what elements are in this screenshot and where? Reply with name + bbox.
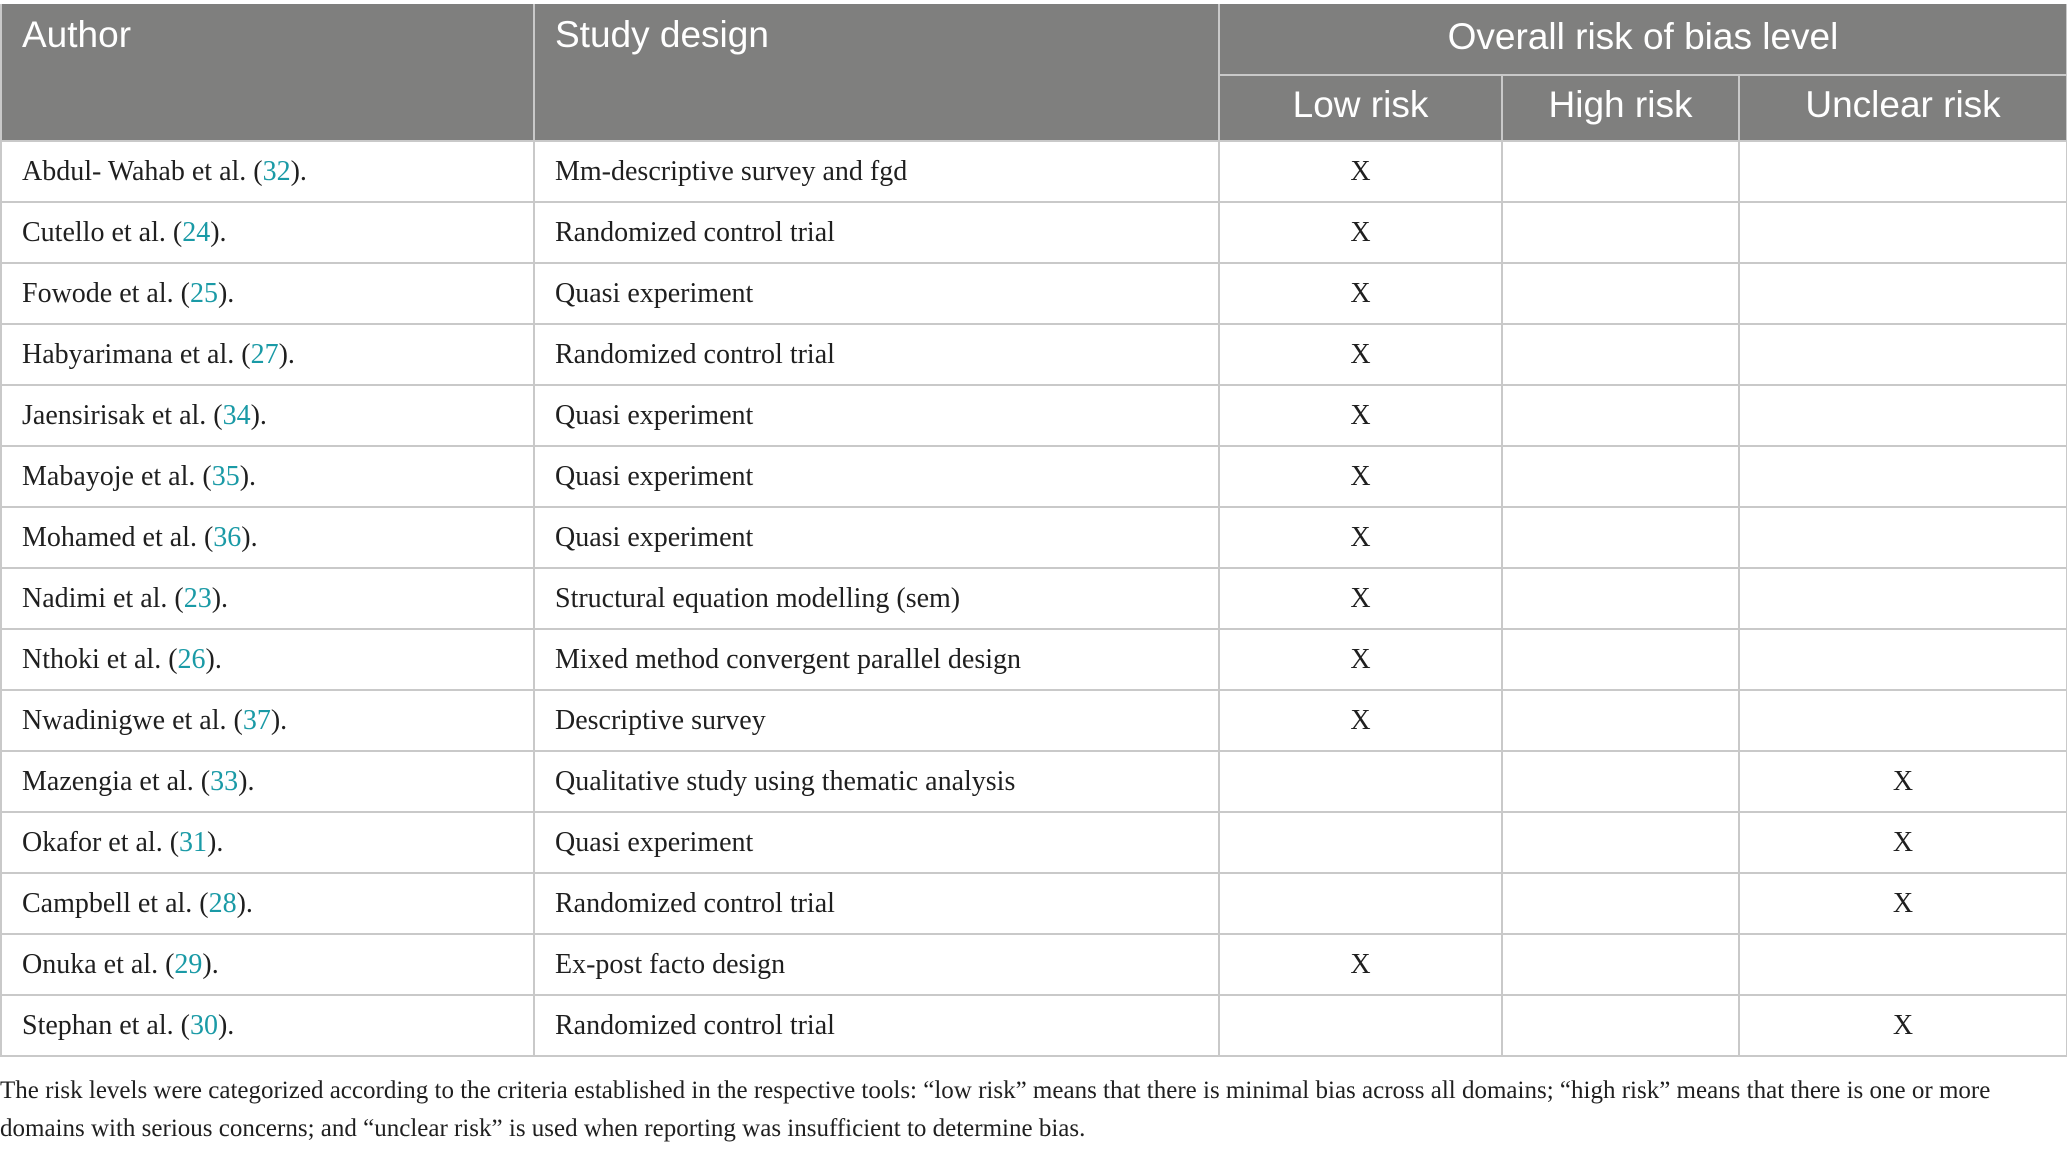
low-risk-cell: X (1219, 690, 1502, 751)
author-cell (1, 568, 534, 629)
author-name: Nadimi et al. ( (22, 582, 184, 614)
table-row (1, 690, 2067, 751)
unclear-risk-cell (1739, 324, 2067, 385)
author-cell (1, 446, 534, 507)
header-risk-group: Overall risk of bias level (1219, 4, 2067, 75)
table-row (1, 507, 2067, 568)
high-risk-cell (1502, 995, 1739, 1056)
low-risk-cell (1219, 812, 1502, 873)
author-suffix: ). (211, 582, 229, 614)
low-risk-cell: X (1219, 934, 1502, 995)
high-risk-cell (1502, 202, 1739, 263)
author-suffix: ). (207, 826, 224, 858)
high-risk-cell (1502, 446, 1739, 507)
reference-link[interactable]: 35 (211, 460, 240, 492)
unclear-risk-cell: X (1739, 812, 2067, 873)
reference-link[interactable]: 23 (183, 582, 212, 614)
author-suffix: ). (241, 521, 258, 553)
reference-link[interactable]: 34 (222, 399, 251, 431)
table-row (1, 202, 2067, 263)
study-design-cell: Randomized control trial (534, 324, 1219, 385)
high-risk-cell (1502, 934, 1739, 995)
study-design-cell: Mixed method convergent parallel design (534, 629, 1219, 690)
high-risk-cell (1502, 629, 1739, 690)
header-author: Author (1, 4, 534, 141)
author-name: Abdul- Wahab et al. ( (22, 155, 263, 187)
author-suffix: ). (270, 704, 288, 736)
author-cell (1, 629, 534, 690)
low-risk-cell (1219, 873, 1502, 934)
study-design-cell: Quasi experiment (534, 446, 1219, 507)
study-design-cell: Mm-descriptive survey and fgd (534, 141, 1219, 202)
low-risk-cell (1219, 995, 1502, 1056)
author-suffix: ). (250, 399, 267, 431)
table-row (1, 568, 2067, 629)
author-name: Mabayoje et al. ( (22, 460, 212, 492)
reference-link[interactable]: 25 (189, 277, 218, 309)
reference-link[interactable]: 37 (242, 704, 271, 736)
reference-link[interactable]: 36 (213, 521, 242, 553)
low-risk-cell: X (1219, 385, 1502, 446)
risk-of-bias-table (0, 4, 2067, 1057)
author-suffix: ). (205, 643, 222, 675)
table-row (1, 385, 2067, 446)
table-row (1, 873, 2067, 934)
header-unclear-risk: Unclear risk (1739, 75, 2067, 141)
table-row (1, 263, 2067, 324)
author-suffix: ). (278, 338, 295, 370)
table-row (1, 141, 2067, 202)
table-row (1, 629, 2067, 690)
study-design-cell: Quasi experiment (534, 507, 1219, 568)
reference-link[interactable]: 31 (179, 826, 208, 858)
risk-of-bias-table-container (0, 4, 2066, 1057)
author-cell (1, 690, 534, 751)
low-risk-cell: X (1219, 446, 1502, 507)
reference-link[interactable]: 30 (189, 1009, 218, 1041)
high-risk-cell (1502, 751, 1739, 812)
high-risk-cell (1502, 263, 1739, 324)
author-name: Campbell et al. ( (22, 887, 209, 919)
reference-link[interactable]: 32 (262, 155, 291, 187)
author-name: Nthoki et al. ( (22, 643, 178, 675)
author-cell (1, 934, 534, 995)
table-row (1, 324, 2067, 385)
author-cell (1, 141, 534, 202)
author-name: Habyarimana et al. ( (22, 338, 251, 370)
study-design-cell: Randomized control trial (534, 995, 1219, 1056)
author-name: Mohamed et al. ( (22, 521, 214, 553)
reference-link[interactable]: 27 (250, 338, 279, 370)
author-cell (1, 995, 534, 1056)
author-cell (1, 202, 534, 263)
author-suffix: ). (202, 948, 219, 980)
high-risk-cell (1502, 507, 1739, 568)
unclear-risk-cell (1739, 629, 2067, 690)
author-cell (1, 385, 534, 446)
header-row-group (1, 4, 2067, 75)
author-name: Nwadinigwe et al. ( (22, 704, 243, 736)
author-cell (1, 751, 534, 812)
study-design-cell: Quasi experiment (534, 812, 1219, 873)
study-design-cell: Qualitative study using thematic analysis (534, 751, 1219, 812)
author-name: Stephan et al. ( (22, 1009, 190, 1041)
high-risk-cell (1502, 812, 1739, 873)
author-name: Fowode et al. ( (22, 277, 190, 309)
table-footnote: The risk levels were categorized according to the criteria established in the respective tools: “low risk” means that there is minimal bias across all domains; “high risk” means that there is one or more domains with serious concerns; and “unclear risk” is used when reporting was insufficient to determine bias. (0, 1077, 1991, 1142)
unclear-risk-cell (1739, 385, 2067, 446)
unclear-risk-cell (1739, 141, 2067, 202)
reference-link[interactable]: 29 (174, 948, 203, 980)
author-suffix: ). (236, 887, 253, 919)
low-risk-cell: X (1219, 263, 1502, 324)
author-cell (1, 324, 534, 385)
author-suffix: ). (238, 765, 255, 797)
high-risk-cell (1502, 873, 1739, 934)
study-design-cell: Descriptive survey (534, 690, 1219, 751)
reference-link[interactable]: 33 (210, 765, 239, 797)
reference-link[interactable]: 26 (177, 643, 206, 675)
study-design-cell: Ex-post facto design (534, 934, 1219, 995)
table-row (1, 934, 2067, 995)
unclear-risk-cell (1739, 202, 2067, 263)
author-cell (1, 507, 534, 568)
table-row (1, 446, 2067, 507)
low-risk-cell (1219, 751, 1502, 812)
unclear-risk-cell: X (1739, 751, 2067, 812)
low-risk-cell: X (1219, 507, 1502, 568)
low-risk-cell: X (1219, 568, 1502, 629)
reference-link[interactable]: 24 (182, 216, 211, 248)
author-suffix: ). (217, 1009, 235, 1041)
unclear-risk-cell (1739, 690, 2067, 751)
author-cell (1, 263, 534, 324)
low-risk-cell: X (1219, 141, 1502, 202)
table-row (1, 995, 2067, 1056)
unclear-risk-cell (1739, 507, 2067, 568)
table-row (1, 812, 2067, 873)
table-row (1, 751, 2067, 812)
study-design-cell: Quasi experiment (534, 385, 1219, 446)
author-name: Onuka et al. ( (22, 948, 175, 980)
low-risk-cell: X (1219, 202, 1502, 263)
header-high-risk: High risk (1502, 75, 1739, 141)
author-suffix: ). (239, 460, 257, 492)
author-name: Mazengia et al. ( (22, 765, 211, 797)
author-name: Cutello et al. ( (22, 216, 183, 248)
high-risk-cell (1502, 141, 1739, 202)
high-risk-cell (1502, 568, 1739, 629)
unclear-risk-cell (1739, 446, 2067, 507)
study-design-cell: Structural equation modelling (sem) (534, 568, 1219, 629)
study-design-cell: Randomized control trial (534, 873, 1219, 934)
reference-link[interactable]: 28 (208, 887, 237, 919)
study-design-cell: Randomized control trial (534, 202, 1219, 263)
unclear-risk-cell: X (1739, 995, 2067, 1056)
author-name: Jaensirisak et al. ( (22, 399, 223, 431)
header-study-design: Study design (534, 4, 1219, 141)
unclear-risk-cell: X (1739, 873, 2067, 934)
high-risk-cell (1502, 385, 1739, 446)
author-name: Okafor et al. ( (22, 826, 180, 858)
author-suffix: ). (210, 216, 227, 248)
author-suffix: ). (217, 277, 235, 309)
unclear-risk-cell (1739, 263, 2067, 324)
author-suffix: ). (290, 155, 307, 187)
high-risk-cell (1502, 324, 1739, 385)
unclear-risk-cell (1739, 934, 2067, 995)
author-cell (1, 812, 534, 873)
header-low-risk: Low risk (1219, 75, 1502, 141)
high-risk-cell (1502, 690, 1739, 751)
low-risk-cell: X (1219, 324, 1502, 385)
unclear-risk-cell (1739, 568, 2067, 629)
study-design-cell: Quasi experiment (534, 263, 1219, 324)
low-risk-cell: X (1219, 629, 1502, 690)
author-cell (1, 873, 534, 934)
